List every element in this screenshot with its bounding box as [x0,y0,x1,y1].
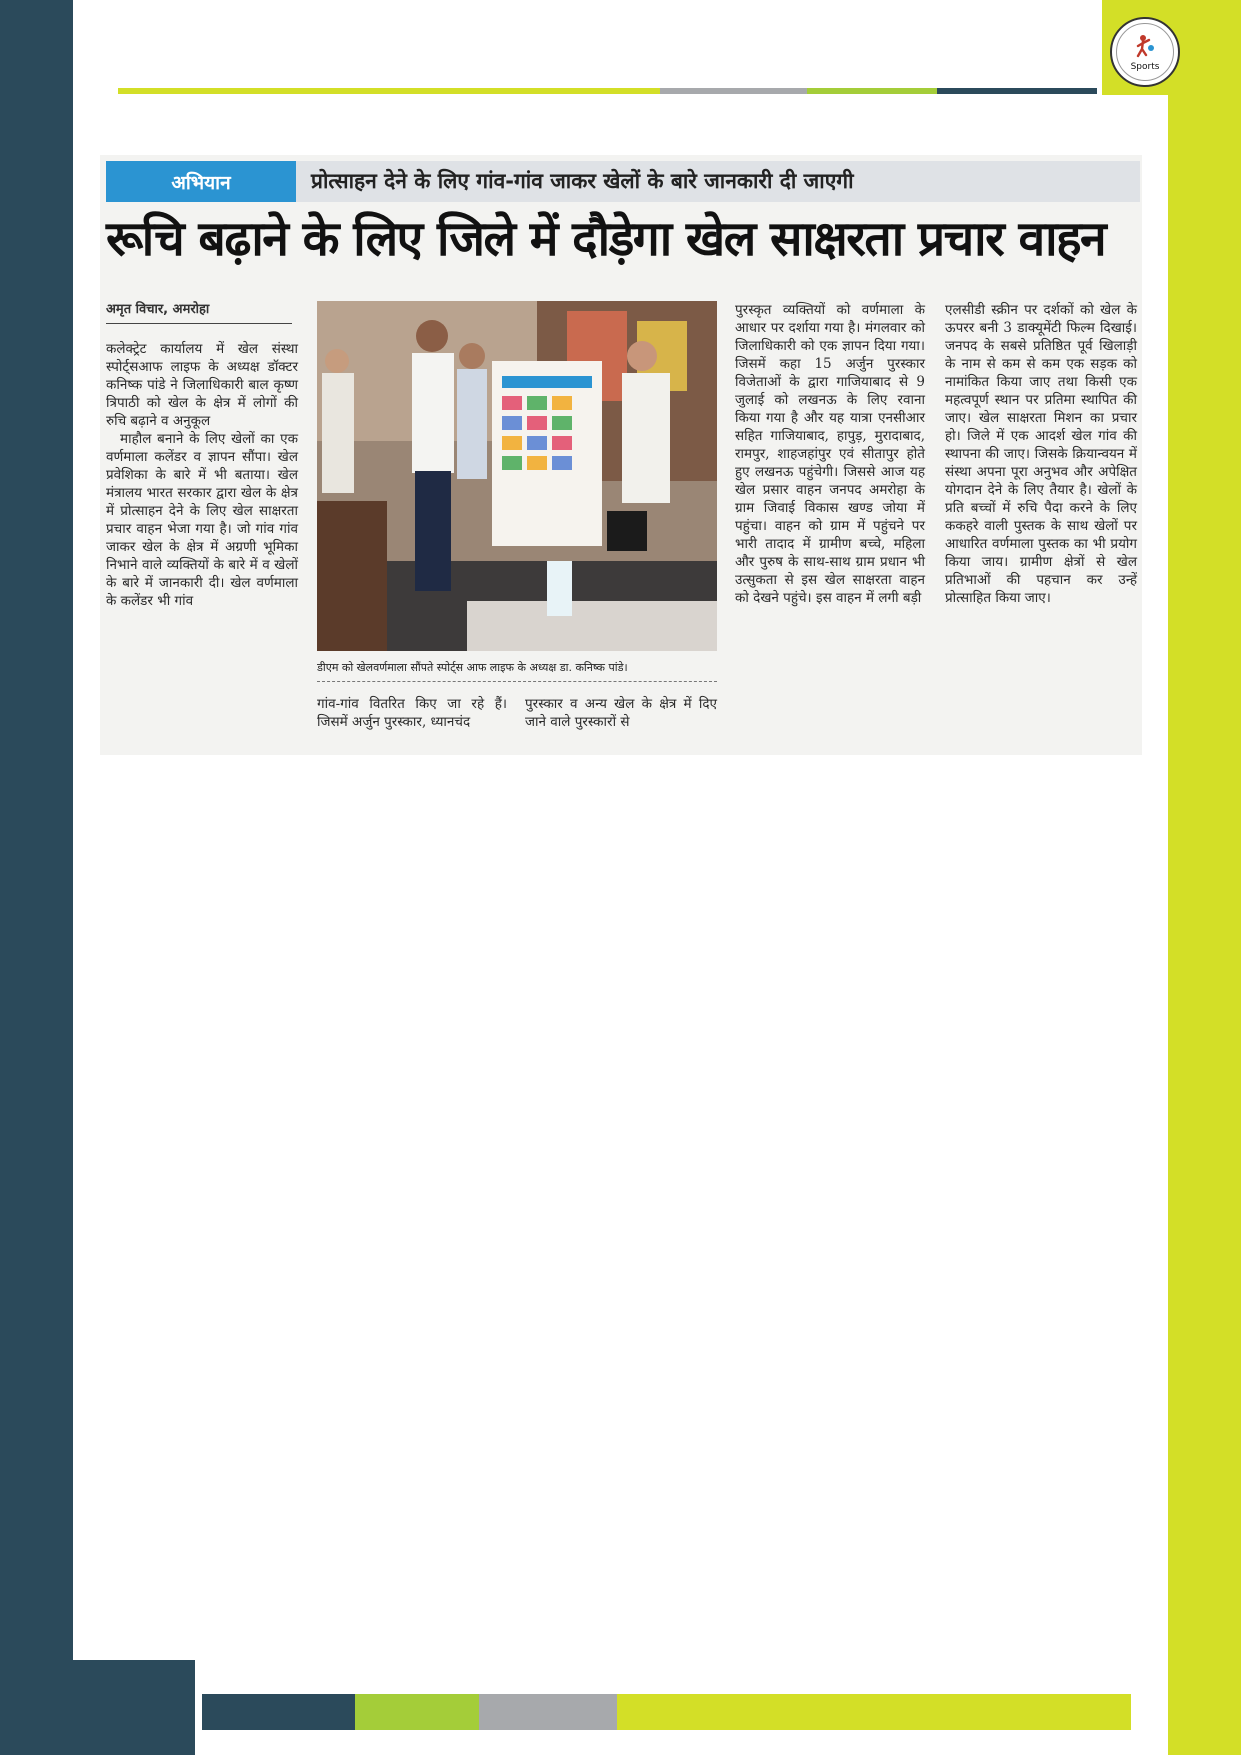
top-stripe-navy [937,88,1097,94]
column-1-paragraph-1: कलेक्ट्रेट कार्यालय में खेल संस्था स्पोर्ट्सआफ लाइफ के अध्यक्ष डॉक्टर कनिष्क पांडे ने जिलाधिकारी बाल कृष्ण त्रिपाठी को खेल के क्षेत्र में लोगों की रुचि बढ़ाने व अनुकूल [106,341,298,429]
sports-logo-icon [1134,34,1156,60]
column-1 [106,340,298,610]
column-4: पुरस्कृत व्यक्तियों को वर्णमाला के आधार पर दर्शाया गया है। मंगलवार को जिलाधिकारी को एक ज्ञापन दिया गया। जिसमें कहा 15 अर्जुन पुरस्कार विजेताओं के द्वारा गाजियाबाद से 9 जुलाई को लखनऊ के लिए रवाना किया गया है और यह यात्रा एनसीआर सहित गाजियाबाद, हापुड़, मुरादाबाद, रामपुर, शाहजहांपुर एवं सीतापुर होते हुए लखनऊ पहुंचेगी। जिससे आज यह खेल प्रसार वाहन जनपद अमरोहा के ग्राम जिवाई विकास खण्ड जोया में पहुंचा। वाहन को ग्राम में पहुंचने पर भारी तादाद में ग्रामीण बच्चे, महिला और पुरुष के साथ-साथ ग्राम प्रधान भी उत्सुकता से इस खेल साक्षरता वाहन को देखने पहुंचे। इस वाहन में लगी बड़ी [735,302,925,606]
photo-illustration [317,301,717,651]
bottom-stripe-navy [202,1694,355,1730]
column-1-paragraph-2: माहौल बनाने के लिए खेलों का एक वर्णमाला कलेंडर व ज्ञापन सौंपा। खेल प्रवेशिका के बारे में भी बताया। खेल मंत्रालय भारत सरकार द्वारा खेल के क्षेत्र में प्रोत्साहन देने के लिए खेल साक्षरता प्रचार वाहन भेजा गया है। जो गांव गांव जाकर खेल के क्षेत्र में अग्रणी भूमिका निभाने वाले व्यक्तियों के बारे में व खेलों के बारे में जानकारी दी। खेल वर्णमाला के कलेंडर भी गांव [106,431,298,609]
kicker-text: प्रोत्साहन देने के लिए गांव-गांव जाकर खेलों के बारे जानकारी दी जाएगी [311,169,854,193]
top-stripe-grey [660,88,807,94]
left-bottom-navy-block [0,1660,195,1755]
sports-logo [1110,17,1180,87]
bottom-stripe-grey [479,1694,617,1730]
headline: रूचि बढ़ाने के लिए जिले में दौड़ेगा खेल साक्षरता प्रचार वाहन [106,211,1106,267]
left-navy-band [0,0,73,1755]
newspaper-clipping [100,155,1142,755]
photo-caption: डीएम को खेलवर्णमाला सौंपते स्पोर्ट्स आफ लाइफ के अध्यक्ष डा. कनिष्क पांडे। [317,660,717,682]
column-2: गांव-गांव वितरित किए जा रहे हैं। जिसमें अर्जुन पुरस्कार, ध्यानचंद [317,696,507,730]
bottom-stripe-green [355,1694,479,1730]
logo-label: Sports [1130,62,1160,72]
article-photo [317,301,717,651]
column-3: पुरस्कार व अन्य खेल के क्षेत्र में दिए जाने वाले पुरस्कारों से [525,696,717,730]
byline: अमृत विचार, अमरोहा [106,299,292,324]
top-stripe-lime [118,88,660,94]
top-stripe-green [807,88,937,94]
kicker-row [106,161,1140,202]
column-5: एलसीडी स्क्रीन पर दर्शकों को खेल के ऊपरर बनी 3 डाक्यूमेंटी फिल्म दिखाई। जनपद के सबसे प्रतिष्ठित पूर्व खिलाड़ी के नाम से कम से कम एक सड़क को नामांकित किया जाए तथा किसी एक महत्वपूर्ण स्थान पर प्रतिमा स्थापित की जाए। खेल साक्षरता मिशन का प्रचार हो। जिले में एक आदर्श खेल गांव की स्थापना की जाए। जिसके क्रियान्वयन में संस्था अपना पूरा अनुभव और अपेक्षित योगदान देने के लिए तैयार है। खेलों के प्रति बच्चों में रुचि पैदा करने के लिए ककहरे वाली पुस्तक के साथ खेलों पर आधारित वर्णमाला पुस्तक का भी प्रयोग किया जाय। ग्रामीण क्षेत्रों से खेल प्रतिभाओं की पहचान कर उन्हें प्रोत्साहित किया जाए। [945,302,1137,606]
right-lime-band [1168,0,1241,1755]
bottom-stripe-lime [617,1694,1131,1730]
kicker-tag: अभियान [106,161,296,202]
